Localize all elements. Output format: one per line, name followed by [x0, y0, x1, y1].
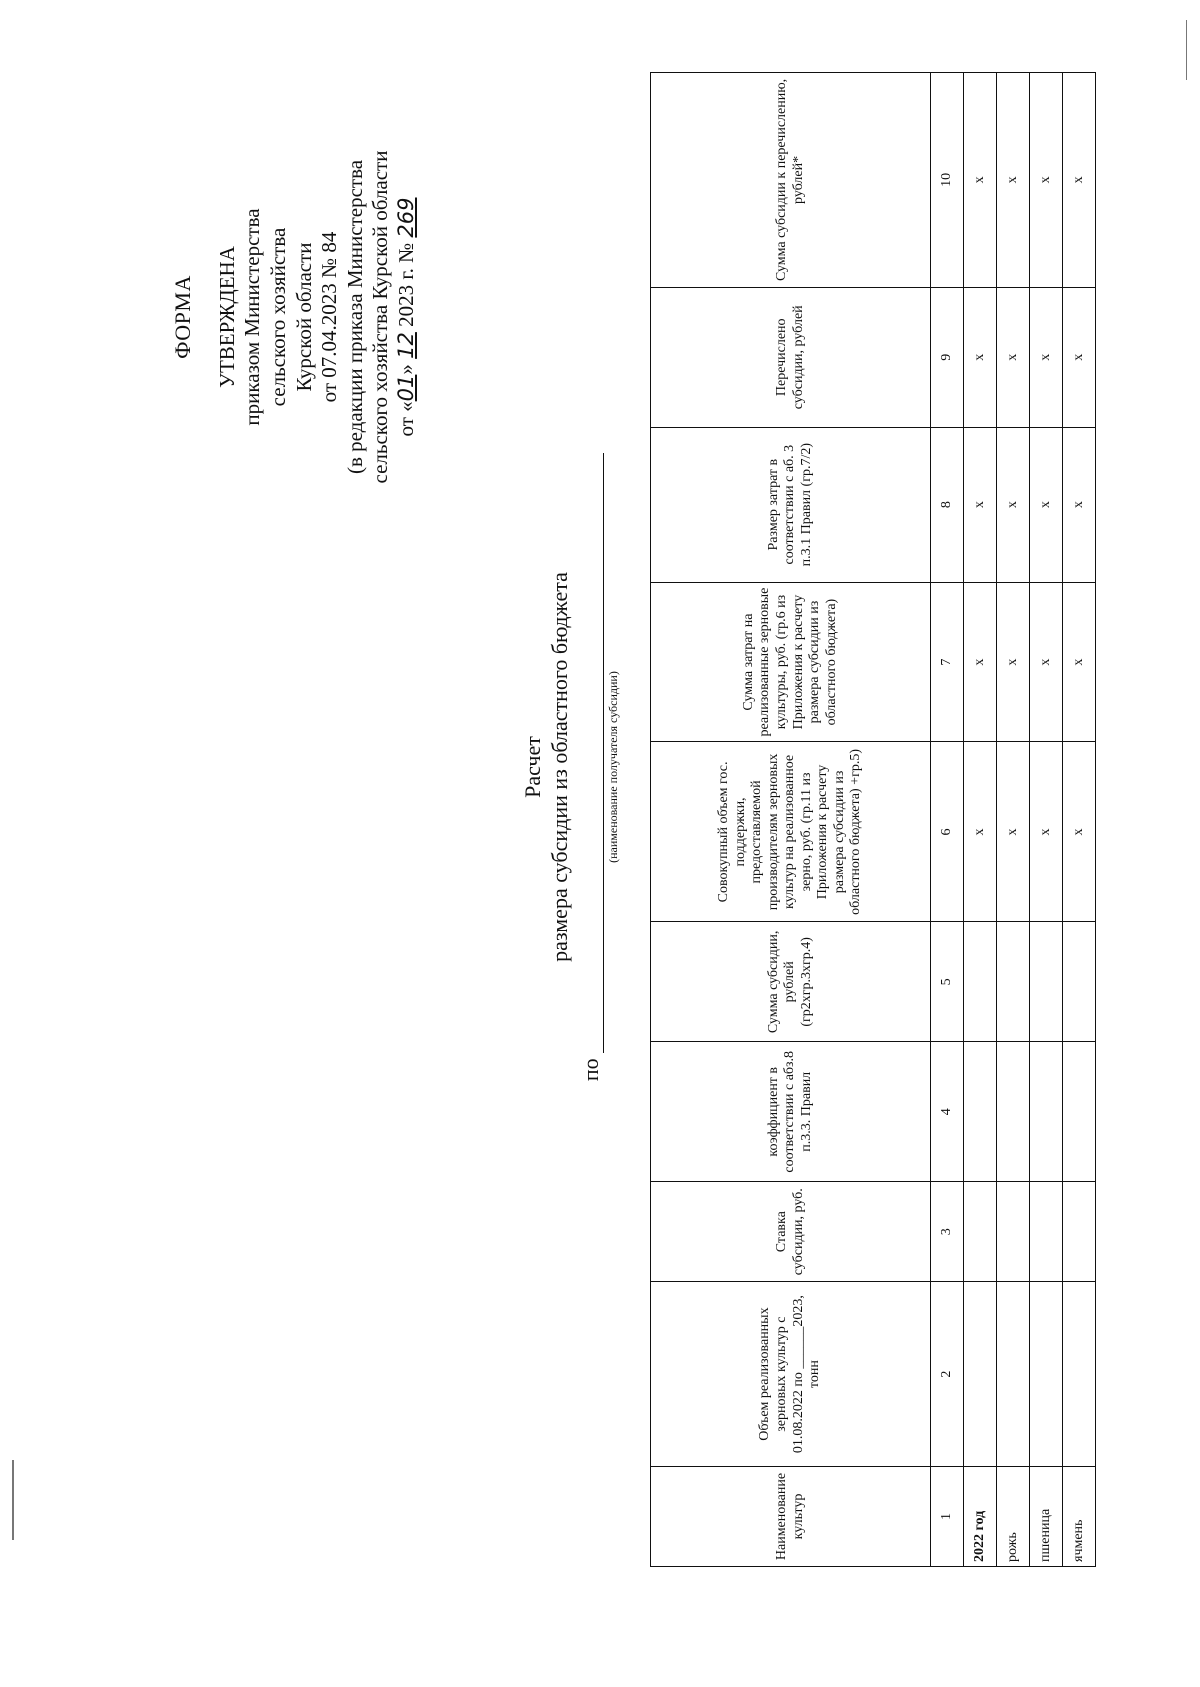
table-row — [997, 73, 1030, 1567]
col-header: Совокупный объем гос. поддержки, предоставляемой производителям зерновых культур на реализованное зерно, руб. (гр.11 из Приложения к расчету размера субсидии из областного бюджета) +гр.5) — [651, 742, 931, 922]
table-cell: х — [1030, 287, 1063, 427]
table-cell: х — [964, 287, 997, 427]
approval-line: сельского хозяйства Курской области — [368, 150, 393, 484]
col-header: Перечислено субсидии, рублей — [651, 287, 931, 427]
table-cell: х — [1063, 427, 1096, 582]
row-label: ячмень — [1063, 1467, 1096, 1567]
table-cell — [997, 1282, 1030, 1467]
col-header: коэффициент в соответствии с абз.8 п.3.3. Правил — [651, 1042, 931, 1182]
table-cell: х — [964, 427, 997, 582]
column-number-row — [931, 73, 964, 1567]
col-header: Размер затрат в соответствии с аб. 3 п.3.1 Правил (гр.7/2) — [651, 427, 931, 582]
po-label: по — [577, 1058, 603, 1082]
table-cell: х — [1063, 73, 1096, 288]
col-number: 2 — [931, 1282, 964, 1467]
subsidy-table — [650, 72, 1096, 1567]
table-cell — [1030, 1042, 1063, 1182]
table-row — [964, 73, 997, 1567]
approval-line: сельского хозяйства — [266, 227, 291, 407]
table-cell: х — [1063, 582, 1096, 742]
table-cell — [1063, 1282, 1096, 1467]
col-header: Ставка субсидии, руб. — [651, 1182, 931, 1282]
table-cell: х — [964, 582, 997, 742]
table-cell: х — [997, 582, 1030, 742]
handwritten-number: 269 — [394, 197, 419, 238]
table-cell: х — [1063, 742, 1096, 922]
date-mid: » — [394, 358, 419, 375]
table-cell — [964, 1282, 997, 1467]
title-block — [520, 407, 621, 1127]
title-line-1: Расчет — [520, 736, 545, 798]
approval-line: (в редакции приказа Министерства — [342, 159, 367, 475]
approval-date-line — [394, 127, 420, 507]
table-cell — [1030, 1182, 1063, 1282]
col-number: 3 — [931, 1182, 964, 1282]
col-number: 10 — [931, 73, 964, 288]
table-cell: х — [1063, 287, 1096, 427]
table-cell — [1063, 1042, 1096, 1182]
table-cell — [997, 1042, 1030, 1182]
table-row — [1030, 73, 1063, 1567]
col-header: Сумма субсидии, рублей (гр2хгр.3хгр.4) — [651, 922, 931, 1042]
table-cell: х — [964, 742, 997, 922]
table-cell — [1063, 922, 1096, 1042]
recipient-line — [578, 407, 605, 1127]
table-cell: х — [997, 287, 1030, 427]
col-number: 5 — [931, 922, 964, 1042]
col-number: 1 — [931, 1467, 964, 1567]
form-label: ФОРМА — [170, 275, 195, 359]
col-header: Наименование культур — [651, 1467, 931, 1567]
row-label: пшеница — [1030, 1467, 1063, 1567]
table-cell: х — [997, 427, 1030, 582]
title-line-2: размера субсидии из областного бюджета — [546, 572, 572, 962]
col-header: Сумма субсидии к перечислению, рублей* — [651, 73, 931, 288]
table-cell — [997, 1182, 1030, 1282]
col-number: 9 — [931, 287, 964, 427]
approval-line: Курской области — [291, 242, 316, 392]
handwritten-day: 01 — [394, 374, 419, 402]
col-number: 8 — [931, 427, 964, 582]
date-year: 2023 г. № — [394, 237, 419, 333]
col-number: 7 — [931, 582, 964, 742]
table-cell: х — [1030, 73, 1063, 288]
table-cell — [964, 922, 997, 1042]
col-header: Объем реализованных зерновых культур с 01.08.2022 по ______2023, тонн — [651, 1282, 931, 1467]
table-cell: х — [1030, 582, 1063, 742]
table-cell — [964, 1182, 997, 1282]
approval-line: УТВЕРЖДЕНА — [214, 246, 239, 388]
table-cell — [1030, 1282, 1063, 1467]
table-cell — [1063, 1182, 1096, 1282]
row-label: рожь — [997, 1467, 1030, 1567]
table-cell: х — [1030, 742, 1063, 922]
table-cell — [997, 922, 1030, 1042]
row-label: 2022 год — [964, 1467, 997, 1567]
table-cell: х — [997, 73, 1030, 288]
approval-line: от 07.04.2023 № 84 — [317, 231, 342, 403]
col-number: 6 — [931, 742, 964, 922]
recipient-blank — [581, 453, 604, 1053]
approval-block — [170, 127, 420, 507]
approval-line: приказом Министерства — [240, 208, 265, 426]
recipient-caption: (наименование получателя субсидии) — [606, 671, 621, 863]
table-cell: х — [964, 73, 997, 288]
table-cell: х — [997, 742, 1030, 922]
table-row — [1063, 73, 1096, 1567]
col-header: Сумма затрат на реализованные зерновые культуры, руб. (гр.6 из Приложения к расчету размера субсидии из областного бюджета) — [651, 582, 931, 742]
table-cell — [964, 1042, 997, 1182]
col-number: 4 — [931, 1042, 964, 1182]
date-prefix: от « — [394, 401, 419, 437]
table-cell: х — [1030, 427, 1063, 582]
handwritten-month: 12 — [394, 332, 419, 359]
table-cell — [1030, 922, 1063, 1042]
